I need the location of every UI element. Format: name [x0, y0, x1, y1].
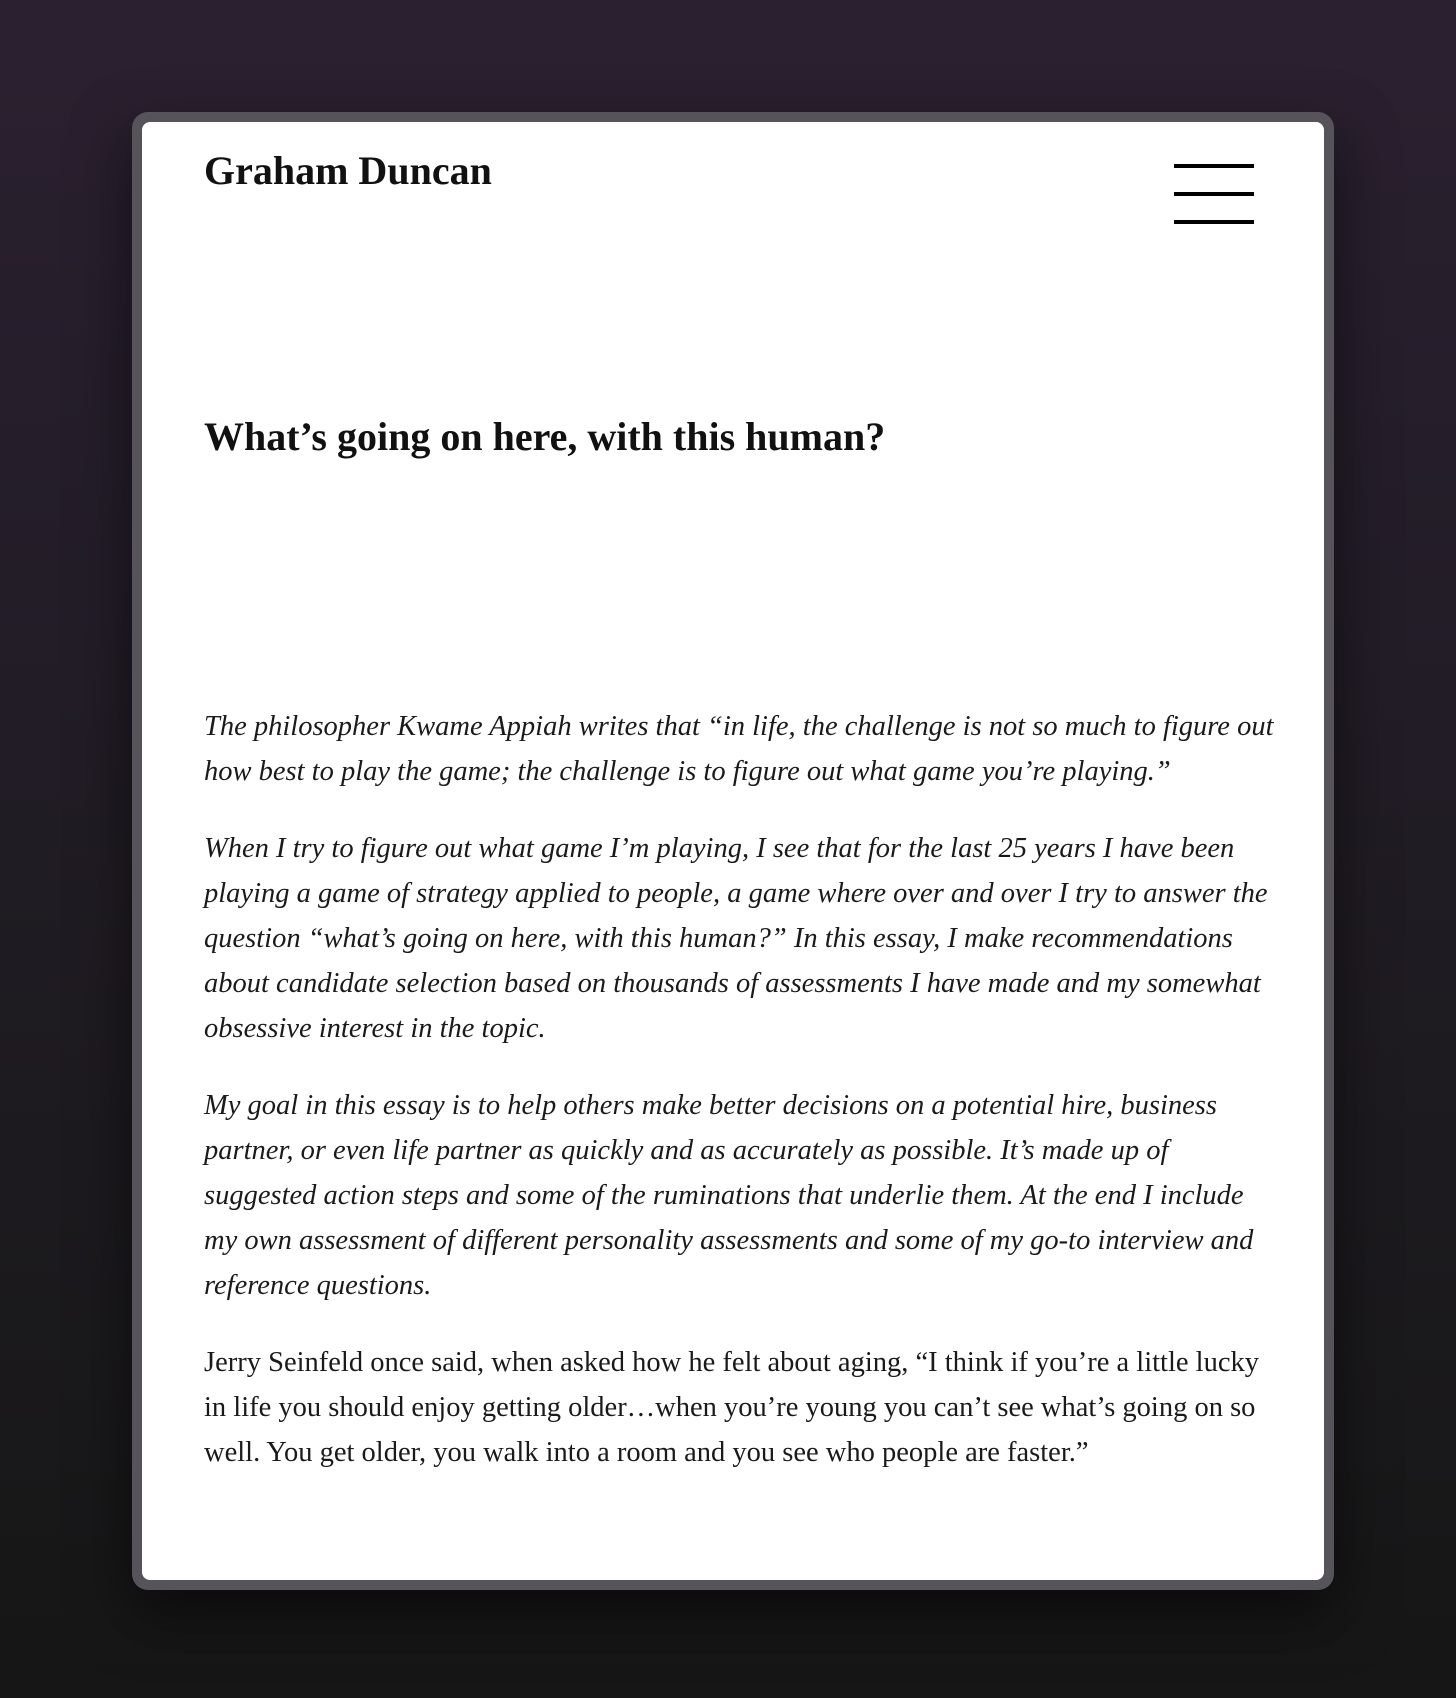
essay-paragraph-appiah-quote: The philosopher Kwame Appiah writes that “in life, the challenge is not so much to figure out how best to play the game; the challenge is to figure out what game you’re playing.” [204, 711, 1274, 787]
essay-paragraph-seinfeld-quote: Jerry Seinfeld once said, when asked how he felt about aging, “I think if you’re a little lucky in life you should enjoy getting older…when you’re young you can’t see what’s going on so well. You get older, you walk into a room and you see who people are faster.” [204, 1347, 1259, 1468]
device-frame [132, 112, 1334, 1590]
page-viewport [142, 122, 1324, 1580]
menu-bar-top [1174, 164, 1254, 168]
hamburger-menu-icon[interactable] [1172, 162, 1256, 226]
essay-title: What’s going on here, with this human? [204, 414, 886, 459]
menu-bar-bottom [1174, 220, 1254, 224]
essay-paragraph-goal: My goal in this essay is to help others make better decisions on a potential hire, business partner, or even life partner as quickly and as accurately as possible. It’s made up of suggested action steps and some of the ruminations that underlie them. At the end I include my own assessment of different personality assessments and some of my go-to interview and reference questions. [204, 1090, 1254, 1301]
menu-bar-middle [1174, 192, 1254, 196]
site-title-link[interactable]: Graham Duncan [204, 148, 492, 193]
essay-paragraph-game-strategy: When I try to figure out what game I’m playing, I see that for the last 25 years I have been playing a game of strategy applied to people, a game where over and over I try to answer the question “what’s going on here, with this human?” In this essay, I make recommendations about candidate selection based on thousands of assessments I have made and my somewhat obsessive interest in the topic. [204, 833, 1268, 1044]
essay-body [204, 704, 1279, 1507]
